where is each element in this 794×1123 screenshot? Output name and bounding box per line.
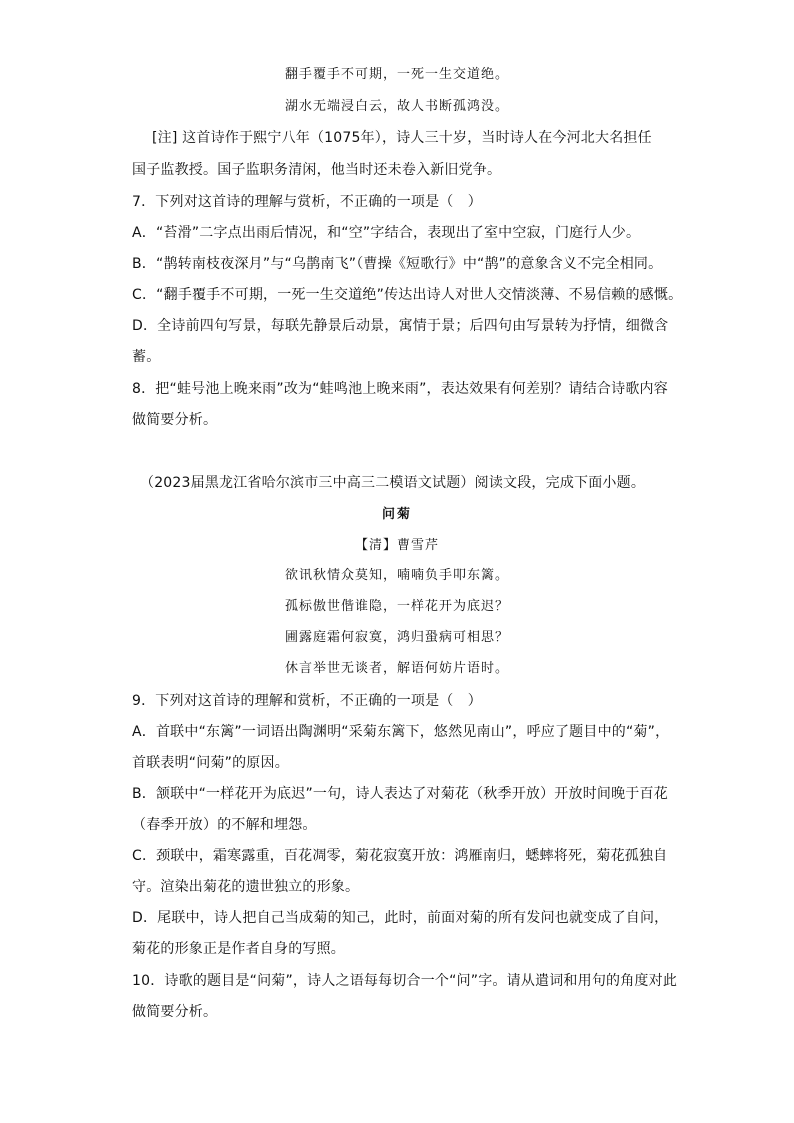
question-9-stem: 9．下列对这首诗的理解和赏析，不正确的一项是（ ） [132,693,482,709]
question-9-option-c-cont: 守。渲染出菊花的遗世独立的形象。 [132,879,360,895]
poem2-line-3: 圃露庭霜何寂寞，鸿归蛩病可相思？ [284,630,509,645]
question-9-option-a: A．首联中“东篱”一词语出陶渊明“采菊东篱下，悠然见南山”，呼应了题目中的“菊”， [132,724,670,740]
poem1-line-3: 翻手覆手不可期，一死一生交道绝。 [284,67,509,82]
poem2-title: 问菊 [381,507,412,522]
question-7-option-d: D．全诗前四句写景，每联先静景后动景，寓情于景；后四句由写景转为抒情，细微含 [132,318,669,334]
poem2-line-1: 欲讯秋情众莫知，喃喃负手叩东篱。 [284,568,509,583]
question-10-line-1: 10．诗歌的题目是“问菊”，诗人之语每每切合一个“问”字。请从遣词和用句的角度对此 [132,973,678,989]
question-7-option-a: A．“苔滑”二字点出雨后情况，和“空”字结合，表现出了室中空寂，门庭行人少。 [132,225,641,241]
poem2-line-4: 休言举世无谈者，解语何妨片语时。 [284,661,509,676]
poem2-author: 【清】曹雪芹 [354,538,439,553]
question-9-option-b: B．颔联中“一样花开为底迟”一句，诗人表达了对菊花（秋季开放）开放时间晚于百花 [132,786,668,802]
note-line-2: 国子监教授。国子监职务清闲，他当时还未卷入新旧党争。 [132,162,502,178]
question-9-option-d-cont: 菊花的形象正是作者自身的写照。 [132,941,345,957]
poem1-line-4: 湖水无端浸白云，故人书断孤鸿没。 [284,99,509,114]
source-citation: （2023届黑龙江省哈尔滨市三中高三二模语文试题）阅读文段，完成下面小题。 [140,475,646,491]
question-10-line-2: 做简要分析。 [132,1004,218,1020]
question-8-line-1: 8．把“蛙号池上晚来雨”改为“蛙鸣池上晚来雨”，表达效果有何差别？请结合诗歌内容 [132,381,668,397]
question-7-stem: 7．下列对这首诗的理解与赏析，不正确的一项是（ ） [132,194,482,210]
question-8-line-2: 做简要分析。 [132,412,218,428]
question-9-option-c: C．颈联中，霜寒露重，百花凋零，菊花寂寞开放：鸿雁南归，蟋蟀将死，菊花孤独自 [132,848,668,864]
poem2-line-2: 孤标傲世偕谁隐，一样花开为底迟？ [284,599,509,614]
question-7-option-d-cont: 蓄。 [132,349,161,365]
question-9-option-a-cont: 首联表明“问菊”的原因。 [132,755,289,771]
question-9-option-d: D．尾联中，诗人把自己当成菊的知己，此时，前面对菊的所有发问也就变成了自问， [132,910,669,926]
question-9-option-b-cont: （春季开放）的不解和埋怨。 [132,817,317,833]
question-7-option-c: C．“翻手覆手不可期，一死一生交道绝”传达出诗人对世人交情淡薄、不易信赖的感慨。 [132,287,683,303]
question-7-option-b: B．“鹊转南枝夜深月”与“乌鹊南飞”（曹操《短歌行》中“鹊”的意象含义不完全相同。 [132,256,663,272]
note-line-1: [注] 这首诗作于熙宁八年（1075年），诗人三十岁，当时诗人在今河北大名担任 [152,130,652,146]
